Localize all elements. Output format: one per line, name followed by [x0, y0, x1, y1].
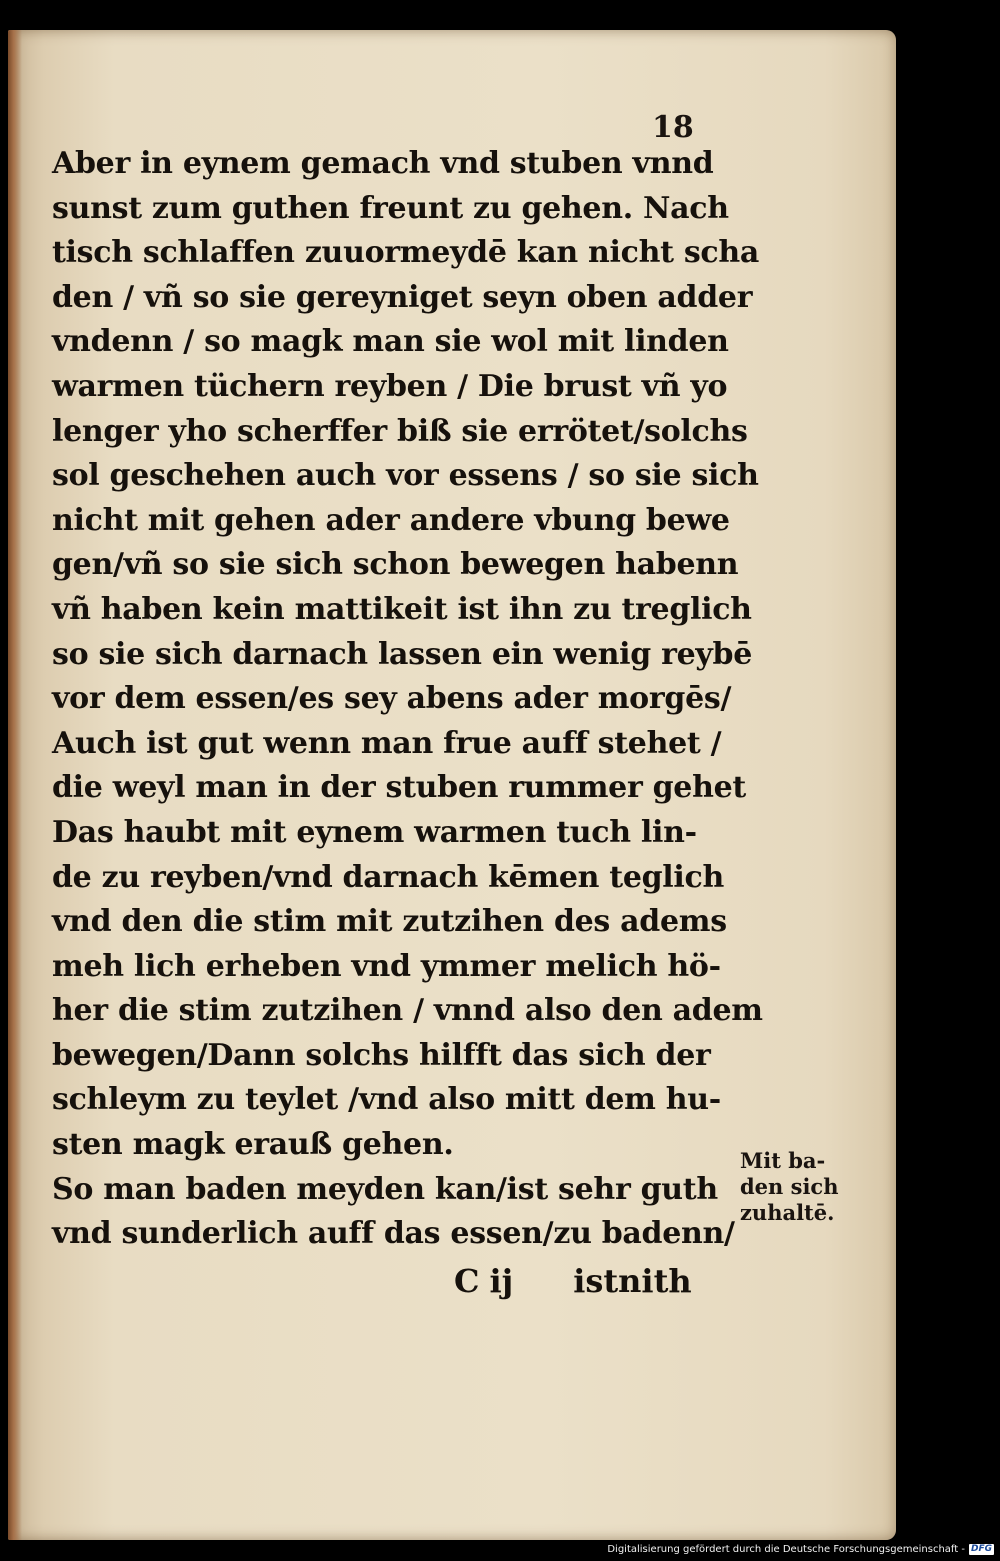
text-line: So man baden meyden kan/ist sehr guth	[52, 1171, 718, 1207]
text-line: so sie sich darnach lassen ein wenig reybē	[52, 636, 752, 672]
text-line: lenger yho scherffer biß sie errötet/solchs	[52, 413, 748, 449]
margin-note	[740, 1148, 850, 1226]
text-line: bewegen/Dann solchs hilfft das sich der	[52, 1037, 711, 1073]
text-line: die weyl man in der stuben rummer gehet	[52, 770, 746, 806]
text-line: vnd sunderlich auff das essen/zu badenn/	[52, 1216, 735, 1252]
text-line: her die stim zutzihen / vnnd also den adem	[52, 993, 763, 1029]
body-text	[52, 142, 763, 1257]
signature-number: ij	[489, 1262, 514, 1300]
text-line: vndenn / so magk man sie wol mit linden	[52, 324, 729, 360]
margin-note-line: zuhaltē.	[740, 1200, 835, 1225]
funding-footer	[607, 1541, 994, 1557]
signature-line	[454, 1262, 692, 1300]
text-line: sten magk erauß gehen.	[52, 1127, 454, 1163]
text-line: meh lich erheben vnd ymmer melich hö-	[52, 948, 721, 984]
page-binding-edge	[8, 30, 22, 1540]
dfg-logo-icon: DFG	[970, 1543, 992, 1554]
catchword: istnith	[573, 1262, 692, 1300]
text-line: sunst zum guthen freunt zu gehen. Nach	[52, 190, 729, 226]
margin-note-line: Mit ba-	[740, 1148, 826, 1173]
text-line: vñ haben kein mattikeit ist ihn zu treglich	[52, 591, 752, 627]
text-line: de zu reyben/vnd darnach kēmen teglich	[52, 859, 724, 895]
signature-mark: C	[454, 1262, 480, 1300]
text-line: vnd den die stim mit zutzihen des adems	[52, 904, 727, 940]
page-number: 18	[652, 110, 694, 145]
text-line: gen/vñ so sie sich schon bewegen habenn	[52, 547, 739, 583]
text-line: warmen tüchern reyben / Die brust vñ yo	[52, 368, 728, 404]
text-line: tisch schlaffen zuuormeydē kan nicht scha	[52, 235, 760, 271]
margin-note-line: den sich	[740, 1174, 839, 1199]
text-line: Aber in eynem gemach vnd stuben vnnd	[52, 146, 714, 181]
text-line: vor dem essen/es sey abens ader morgēs/	[52, 681, 732, 717]
text-line: Auch ist gut wenn man frue auff stehet /	[52, 725, 722, 761]
footer-text: Digitalisierung gefördert durch die Deutsche Forschungsgemeinschaft -	[607, 1543, 965, 1555]
text-line: den / vñ so sie gereyniget seyn oben adder	[52, 279, 753, 315]
text-line: nicht mit gehen ader andere vbung bewe	[52, 502, 730, 538]
text-line: sol geschehen auch vor essens / so sie sich	[52, 458, 759, 494]
text-line: schleym zu teylet /vnd also mitt dem hu-	[52, 1082, 721, 1118]
text-line: Das haubt mit eynem warmen tuch lin-	[52, 814, 697, 850]
